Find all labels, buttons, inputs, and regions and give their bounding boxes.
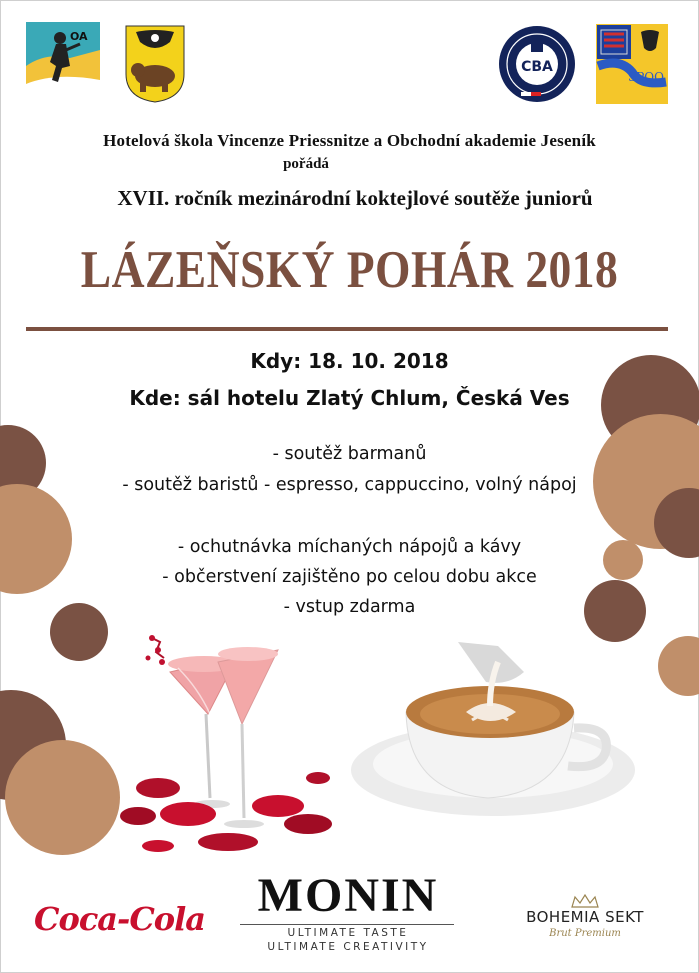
- event-title: LÁZEŇSKÝ POHÁR 2018: [80, 241, 619, 299]
- program-item: - soutěž baristů - espresso, cappuccino, volný nápoj: [122, 475, 577, 495]
- cocktail-glasses-image: [118, 628, 340, 864]
- event-location: Kde: sál hotelu Zlatý Chlum, Česká Ves: [129, 386, 570, 410]
- program-item: - soutěž barmanů: [272, 444, 427, 464]
- program-item: - vstup zdarma: [283, 597, 416, 617]
- oa-logo-text: OA: [70, 30, 88, 43]
- monin-tagline: ULTIMATE CREATIVITY: [267, 941, 429, 953]
- monin-divider: [240, 924, 454, 925]
- cba-bartenders-association-logo: [497, 24, 577, 104]
- presents-text: pořádá: [283, 156, 329, 172]
- monin-tagline: ULTIMATE TASTE: [287, 927, 409, 939]
- bohemia-sekt-subtitle: Brut Premium: [549, 928, 621, 939]
- crown-icon: [570, 893, 600, 909]
- coca-cola-logo: Coca-Cola: [34, 900, 206, 938]
- title-divider: [26, 327, 668, 331]
- program-item: - ochutnávka míchaných nápojů a kávy: [177, 537, 522, 557]
- spqo-region-logo: [596, 24, 668, 104]
- cba-logo-text: CBA: [521, 59, 553, 75]
- oa-school-logo: [26, 22, 100, 106]
- bear-coat-of-arms-logo: [124, 24, 186, 104]
- cappuccino-cup-image: [348, 642, 638, 820]
- spqo-logo-text: SPQO: [628, 70, 664, 84]
- organizer-text: Hotelová škola Vincenze Priessnitze a Obchodní akademie Jeseník: [103, 131, 596, 150]
- edition-heading: XVII. ročník mezinárodní koktejlové soutěže juniorů: [117, 186, 593, 210]
- program-item: - občerstvení zajištěno po celou dobu akce: [162, 567, 537, 587]
- bohemia-sekt-logo: BOHEMIA SEKT: [526, 908, 644, 926]
- monin-logo: MONIN: [257, 869, 439, 922]
- event-date: Kdy: 18. 10. 2018: [250, 349, 449, 373]
- decor-dot: [5, 740, 120, 855]
